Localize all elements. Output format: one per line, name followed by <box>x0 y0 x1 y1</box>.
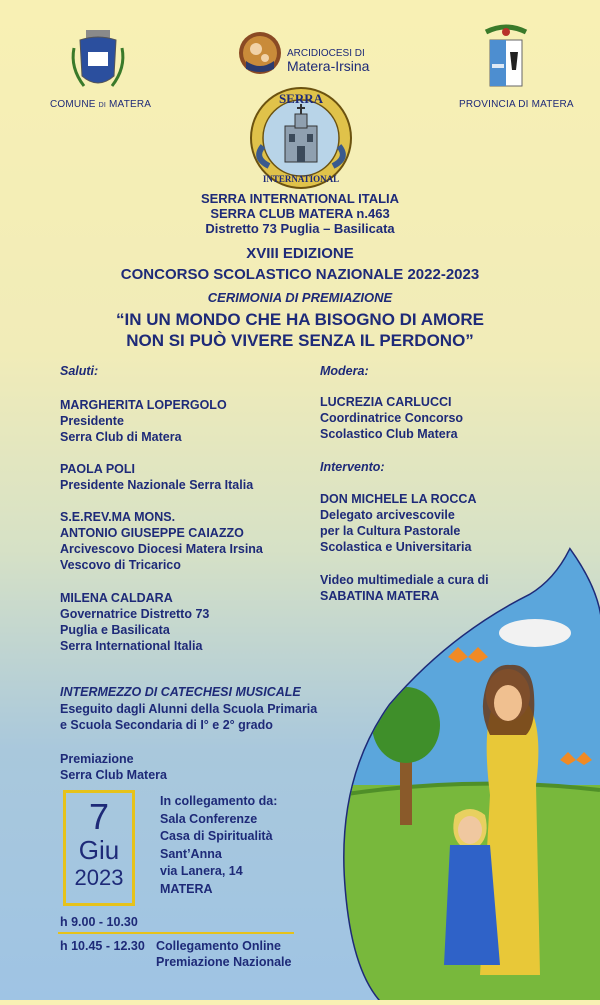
intermezzo-line-2: e Scuola Secondaria di I° e 2° grado <box>60 718 273 732</box>
venue-house-name: Sant’Anna <box>160 846 222 861</box>
video-credit <box>320 572 489 604</box>
speaker-lopergolo <box>60 397 227 445</box>
child-drawing-illustration <box>340 545 600 1000</box>
speaker-name: ANTONIO GIUSEPPE CAIAZZO <box>60 526 244 540</box>
ceremony-title: CERIMONIA DI PREMIAZIONE <box>207 290 393 305</box>
contest-title: CONCORSO SCOLASTICO NAZIONALE 2022-2023 <box>120 266 480 283</box>
speaker-name: MARGHERITA LOPERGOLO <box>60 398 227 412</box>
serra-emblem-bottom-text: INTERNATIONAL <box>262 174 340 184</box>
speaker-caiazzo <box>60 509 263 573</box>
provincia-logo <box>480 24 532 94</box>
moderator-carlucci <box>320 394 463 442</box>
venue-house: Casa di Spiritualità <box>160 829 273 843</box>
speaker-name: DON MICHELE LA ROCCA <box>320 492 477 506</box>
moderator-name: LUCREZIA CARLUCCI <box>320 395 452 409</box>
header-line-1: SERRA INTERNATIONAL ITALIA <box>200 191 400 206</box>
speaker-org: Serra International Italia <box>60 639 203 653</box>
speaker-la-rocca <box>320 491 476 555</box>
header-line-3: Distretto 73 Puglia – Basilicata <box>205 221 395 236</box>
event-year: 2023 <box>74 865 124 890</box>
speaker-title: S.E.REV.MA MONS. <box>60 510 176 524</box>
provincia-label: PROVINCIA DI MATERA <box>459 99 574 110</box>
video-credit-label: Video multimediale a cura di <box>320 573 489 587</box>
schedule-time-1: h 9.00 - 10.30 <box>60 915 138 929</box>
event-month: Giu <box>78 835 120 865</box>
speaker-org: Serra Club di Matera <box>60 430 182 444</box>
venue-room: Sala Conferenze <box>160 811 258 826</box>
venue-intro: In collegamento da: <box>160 794 278 808</box>
speaker-region: Puglia e Basilicata <box>60 623 170 637</box>
quote-line-2: NON SI PUÒ VIVERE SENZA IL PERDONO” <box>126 331 474 350</box>
venue-block <box>160 793 277 898</box>
online-detail: Premiazione Nazionale <box>156 955 292 969</box>
serra-international-logo <box>249 86 353 190</box>
speaker-role: Presidente <box>60 414 124 428</box>
arcidiocesi-logo <box>238 31 282 75</box>
premiazione-title: Premiazione <box>60 752 134 766</box>
edition-title: XVIII EDIZIONE <box>246 245 354 262</box>
premiazione-block <box>60 751 167 783</box>
modera-label: Modera: <box>320 364 369 378</box>
intermezzo-details <box>60 701 317 733</box>
divider <box>58 932 294 934</box>
header-line-2: SERRA CLUB MATERA n.463 <box>210 206 390 221</box>
arcidiocesi-label: ARCIDIOCESI DI Matera-Irsina <box>287 48 370 74</box>
speaker-role-2: Vescovo di Tricarico <box>60 558 181 572</box>
event-day: 7 <box>88 796 110 837</box>
speaker-name: MILENA CALDARA <box>60 591 173 605</box>
intervento-label: Intervento: <box>320 460 385 474</box>
speaker-name: PAOLA POLI <box>60 462 135 476</box>
premiazione-org: Serra Club Matera <box>60 768 167 782</box>
comune-logo <box>68 28 128 94</box>
schedule-time-2: h 10.45 - 12.30 <box>60 939 145 953</box>
moderator-role: Coordinatrice Concorso <box>320 411 464 425</box>
saluti-label: Saluti: <box>60 364 99 378</box>
comune-label: COMUNE DI MATERA <box>50 99 152 110</box>
intermezzo-label: INTERMEZZO DI CATECHESI MUSICALE <box>60 685 301 699</box>
venue-city: MATERA <box>160 881 213 896</box>
speaker-role-2: per la Cultura Pastorale <box>320 524 461 538</box>
speaker-caldara <box>60 590 209 654</box>
serra-emblem-top-text: SERRA <box>278 91 324 106</box>
online-block <box>156 938 291 970</box>
moderator-org: Scolastico Club Matera <box>320 427 458 441</box>
video-credit-name: SABATINA MATERA <box>320 589 440 603</box>
speaker-role: Presidente Nazionale Serra Italia <box>60 478 254 492</box>
intermezzo-line-1: Eseguito dagli Alunni della Scuola Primaria <box>60 702 318 716</box>
online-label: Collegamento Online <box>156 939 282 953</box>
speaker-poli <box>60 461 253 493</box>
speaker-role-3: Scolastica e Universitaria <box>320 540 472 554</box>
event-date-box <box>63 790 135 906</box>
venue-street: via Lanera, 14 <box>160 864 243 878</box>
speaker-role: Arcivescovo Diocesi Matera Irsina <box>60 542 263 556</box>
speaker-role: Governatrice Distretto 73 <box>60 607 210 621</box>
speaker-role: Delegato arcivescovile <box>320 508 455 522</box>
quote-line-1: “IN UN MONDO CHE HA BISOGNO DI AMORE <box>115 310 485 329</box>
